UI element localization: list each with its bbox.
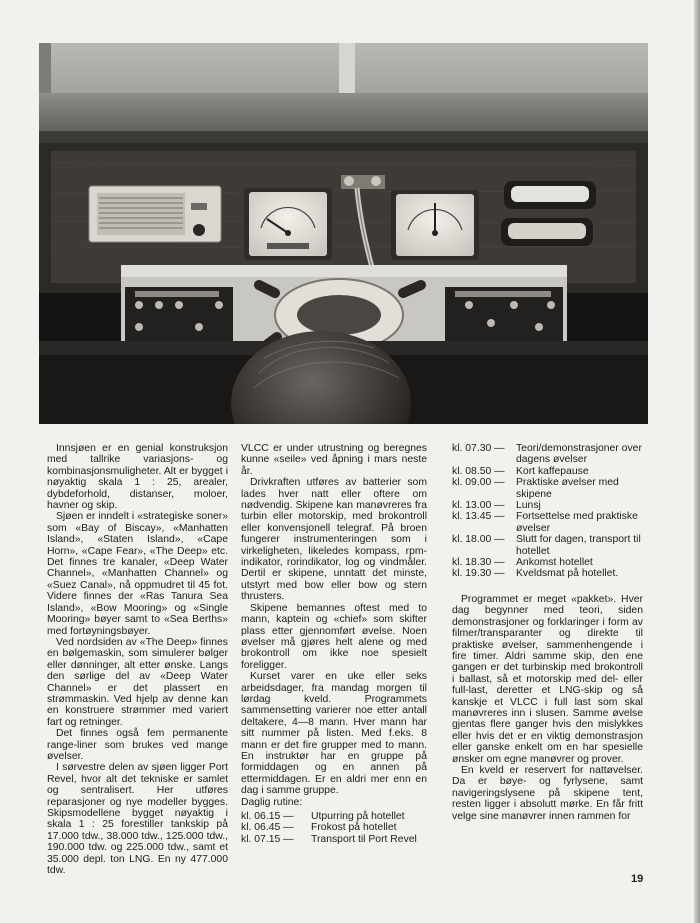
schedule-time: kl. 09.00 —	[452, 477, 505, 489]
paragraph: En kveld er reservert for nattøvelser. Da er bøye- og fyrlysene, samt navigeringslysene på skipene tent, resten ligger i absolutt mørke. En får fritt velge sine manøvrer innen rammen for	[452, 764, 643, 822]
schedule-time: kl. 13.00 —	[452, 500, 505, 512]
schedule-activity: Kort kaffepause	[516, 465, 589, 477]
paragraph: Skipene bemannes oftest med to mann, kaptein og «chief» som skifter plass etter gjennomført øvelse. Noen øvelser må gjøres helt alene og med brokontroll om ikke noe spesielt foreligger.	[241, 602, 427, 671]
schedule-item	[452, 500, 643, 511]
schedule-item	[241, 834, 427, 845]
schedule-time: kl. 13.45 —	[452, 511, 505, 523]
schedule-activity: Slutt for dagen, transport til hotellet	[516, 534, 641, 557]
schedule-time: kl. 18.00 —	[452, 534, 505, 546]
paragraph: Drivkraften utføres av batterier som lades hver natt eller oftere om nødvendig. Skipene kan manøvreres fra turbin eller motorskip, med brokontroll eller konvensjonell telegraf. På broen fungerer instrumenteringen som i virkeligheten, likeledes kompass, rpm-indikator, rorindikator, log og vindmåler. Dertil er skipene, unntatt det minste, utstyrt med bow eller bow og stern thrusters.	[241, 477, 427, 603]
schedule-activity: Kveldsmat på hotellet.	[516, 568, 619, 580]
schedule-item	[452, 443, 643, 466]
schedule-item	[241, 822, 427, 833]
schedule-activity: Utpurring på hotellet	[311, 811, 405, 822]
schedule-activity: Lunsj	[516, 500, 541, 512]
schedule-activity: Ankomst hotellet	[516, 557, 593, 569]
schedule-time: kl. 06.45 —	[241, 822, 294, 834]
schedule-activity: Praktiske øvelser med skipene	[516, 477, 619, 500]
schedule-item	[452, 466, 643, 477]
page-number: 19	[631, 873, 644, 885]
schedule-item	[452, 568, 643, 579]
text-column-2	[241, 443, 427, 845]
schedule-list	[452, 443, 643, 580]
schedule-item	[241, 811, 427, 822]
schedule-item	[452, 477, 643, 500]
paragraph: Det finnes også fem permanente range-liner som brukes ved mange øvelser.	[47, 728, 228, 762]
schedule-time: kl. 19.30 —	[452, 568, 505, 580]
schedule-activity: Frokost på hotellet	[311, 822, 397, 834]
paragraph: Programmet er meget «pakket». Hver dag begynner med teori, siden demonstrasjoner og forklaringer i form av filmer/transparanter og direkte til praktiske øvelser, sammenhengende i fire timer. Aldri samme skip, den ene gangen er det turbinskip med brokontroll i ballast, så et motorskip med del- eller full-last, deretter et LNG-skip og så kanskje et VLCC i full last som skal manøvreres inn i slusen. Samme øvelse gjentas flere ganger hvis den mislykkes eller hvis det er en viktig demonstrasjon eller ganske enkelt om en har spesielle ønsker om egne manøvrer og prover.	[452, 593, 643, 765]
page-edge	[694, 0, 700, 923]
schedule-time: kl. 18.30 —	[452, 557, 505, 569]
schedule-item	[452, 511, 643, 534]
daily-routine-heading: Daglig rutine:	[241, 796, 303, 808]
schedule-time: kl. 08.50 —	[452, 465, 505, 477]
paragraph: Kurset varer en uke eller seks arbeidsdager, fra mandag morgen til lørdag kveld. Programmets sammensetting varierer noe etter antall deltakere, 4—8 mann. Hver mann har sitt nummer på listen. Med f.eks. 8 mann er det fire grupper med to mann. En instruktør har en gruppe på formiddagen og en annen på ettermiddagen. Er en aldri mer enn en dag i samme gruppe.	[241, 671, 427, 797]
schedule-list	[241, 811, 427, 845]
paragraph: I sørvestre delen av sjøen ligger Port Revel, hvor alt det tekniske er samlet og sentralisert. Her utføres reparasjoner og nye modeller bygges. Skipsmodellene bygget nøyaktig i skala 1 : 25 forestiller tankskip på 17.000 tdw., 38.000 tdw., 125.000 tdw., 190.000 tdw. og 225.000 tdw., samt et 35.000 depl. ton LNG. En ny 477.000 tdw.	[47, 762, 228, 877]
paragraph: Ved nordsiden av «The Deep» finnes en bølgemaskin, som simulerer bølger eller dønninger, alt etter ønske. Langs den sørlige del av «Deep Water Channel» er det plassert en strømmaskin. Ved hjelp av denne kan en konstruere strømmer med variert fart og retninger.	[47, 636, 228, 728]
schedule-activity: Teori/demonstrasjoner over dagens øvelser	[516, 443, 642, 466]
schedule-activity: Fortsettelse med praktiske øvelser	[516, 511, 638, 534]
schedule-item	[452, 557, 643, 568]
schedule-time: kl. 06.15 —	[241, 811, 294, 822]
schedule-time: kl. 07.30 —	[452, 443, 505, 454]
schedule-item	[452, 534, 643, 557]
schedule-time: kl. 07.15 —	[241, 833, 294, 845]
text-column-3	[452, 443, 643, 822]
schedule-activity: Transport til Port Revel	[311, 833, 417, 845]
paragraph: VLCC er under utrustning og beregnes kunne «seile» ved åpning i mars neste år.	[241, 443, 427, 477]
paragraph: Sjøen er inndelt i «strategiske soner» som «Bay of Biscay», «Manhatten Island», «Staten Island», «Cape Horn», «Cape Fear», «The Deep» etc. Det finnes tre kanaler, «Deep Water Channel», «Manhatten Channel» og «Suez Canal», nå oppmudret til 45 fot. Videre finnes der «Ras Tanura Sea Island», «Bow Mooring» og «Single Mooring» bøyer samt to «Sea Berths» med fortøyningsbøyer.	[47, 511, 228, 637]
paragraph: Innsjøen er en genial konstruksjon med tallrike variasjons- og kombinasjonsmuligheter. Alt er bygget i nøyaktig skala 1 : 25, arealer, dybdeforhold, distanser, moloer, havner og skip.	[47, 443, 228, 512]
text-column-1	[47, 443, 228, 876]
ship-bridge-console-photo	[39, 43, 648, 424]
